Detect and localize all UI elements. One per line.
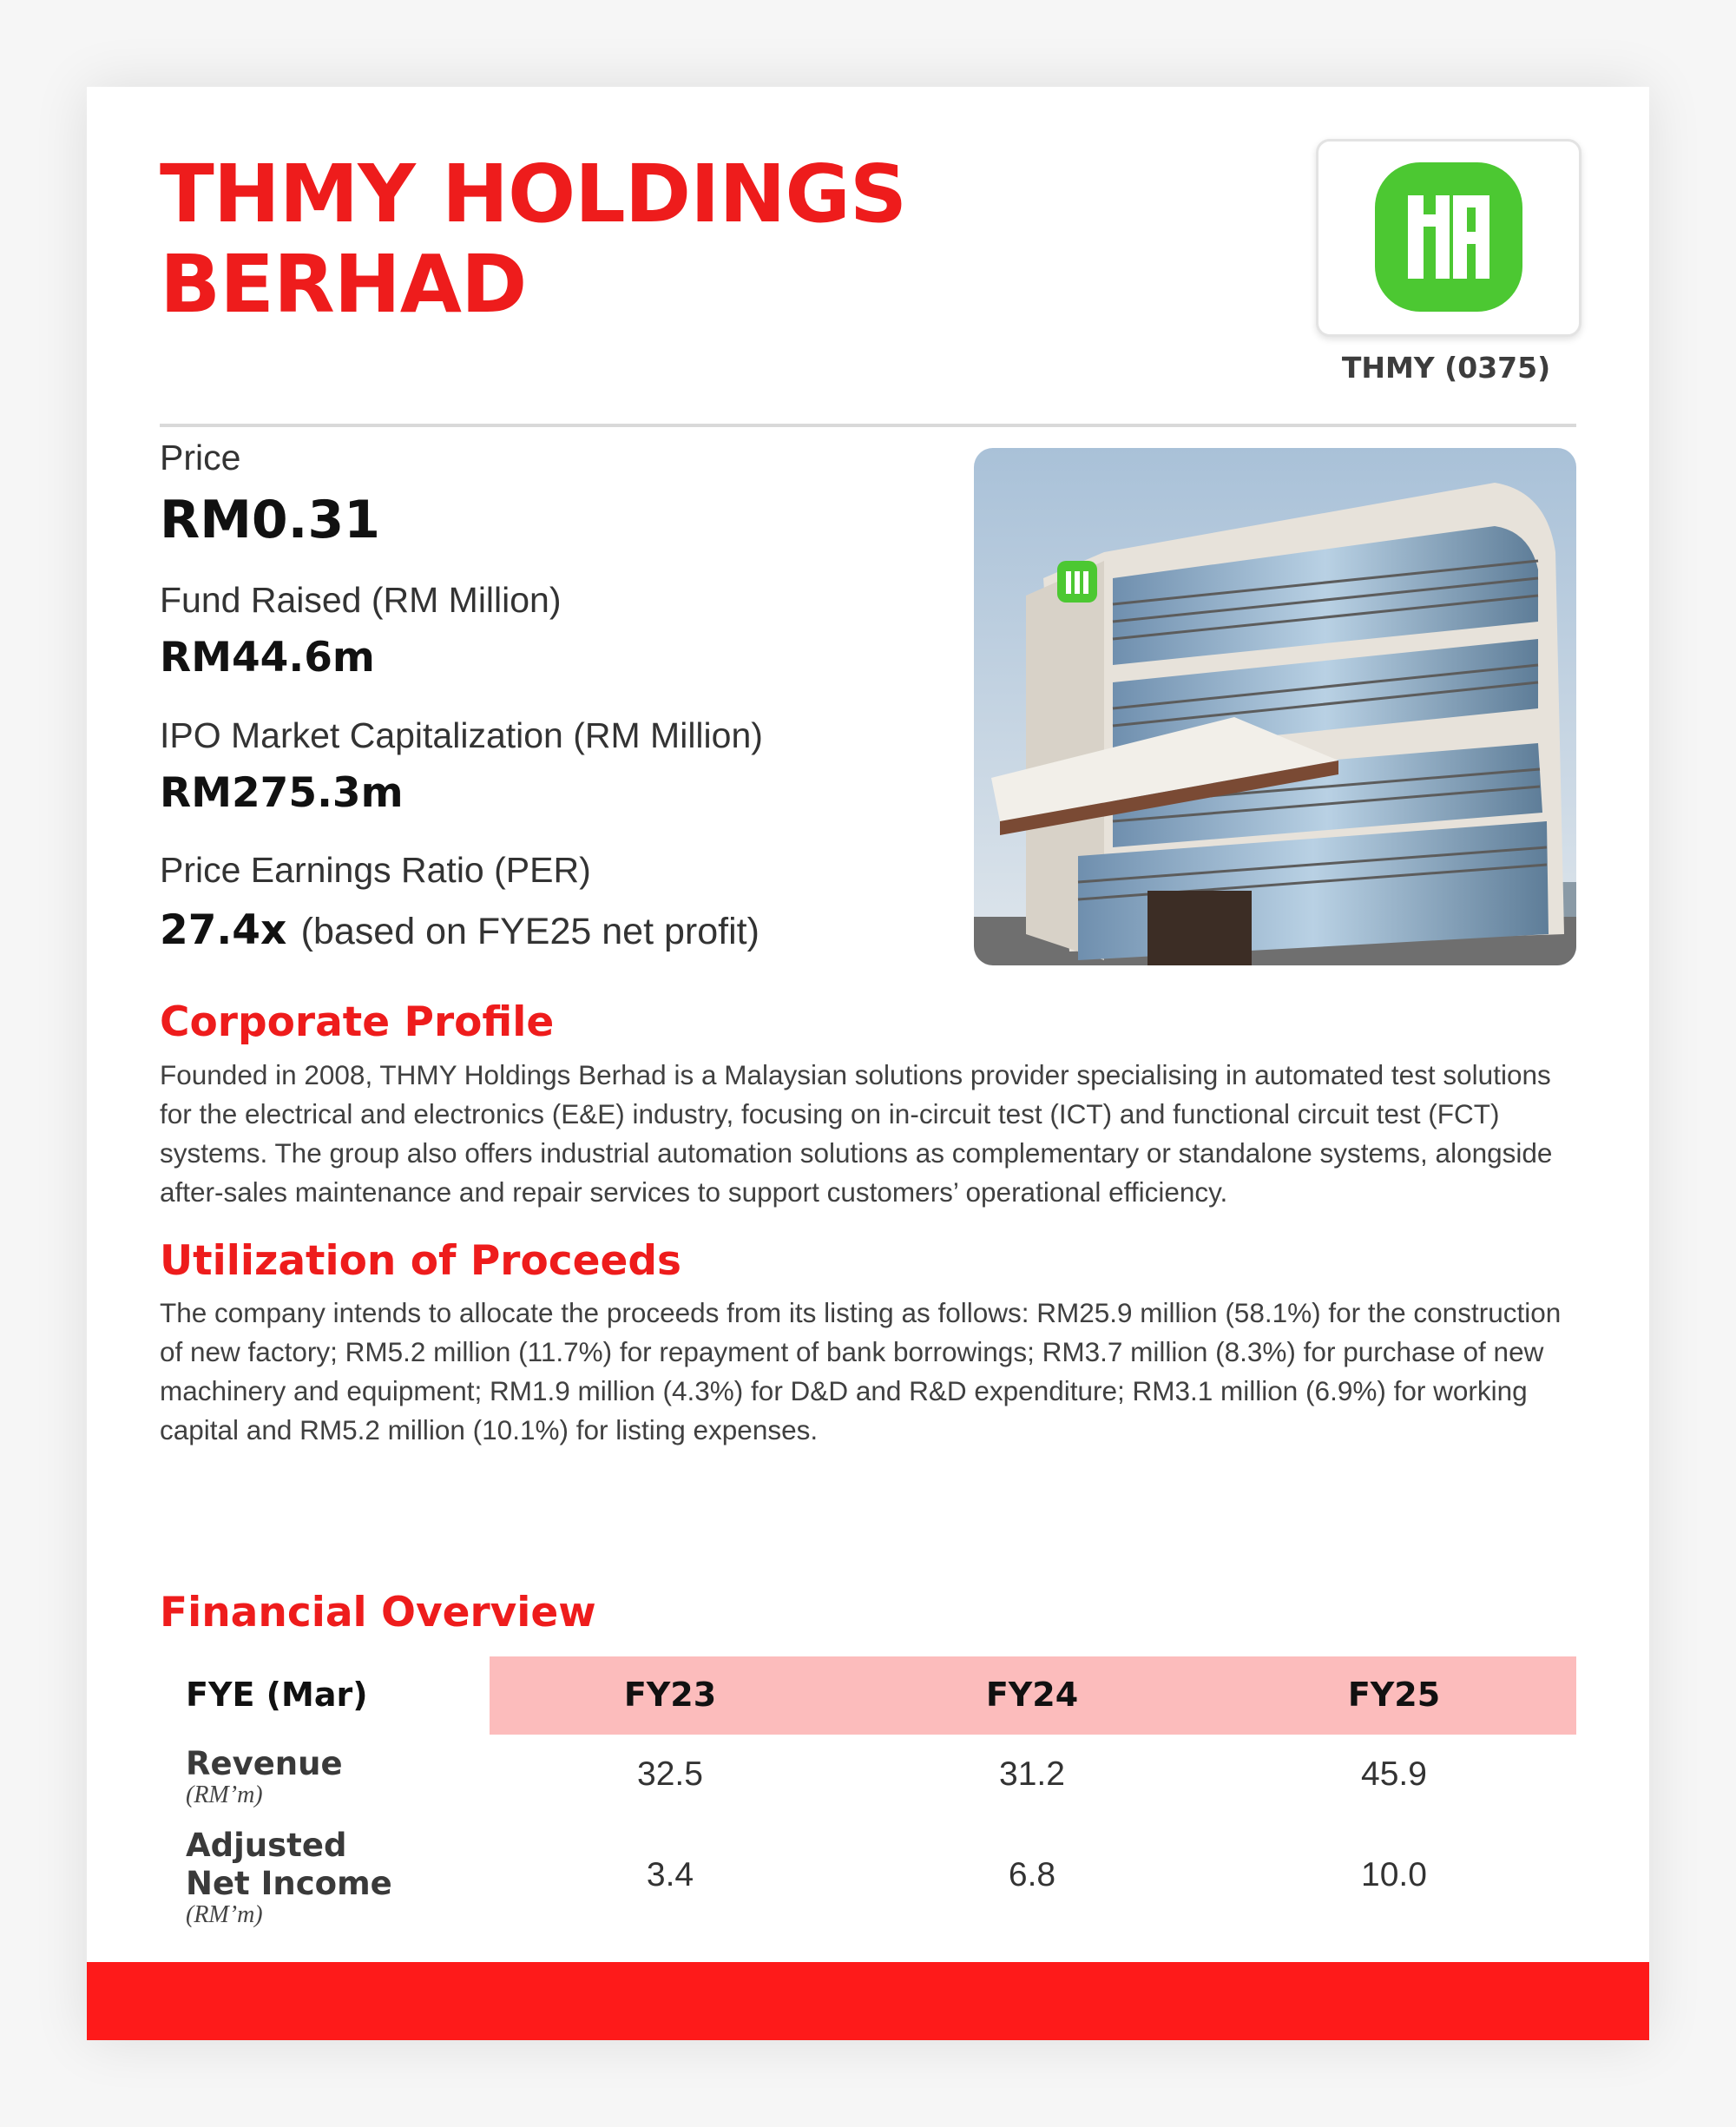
company-title-line1: THMY HOLDINGS [160, 148, 907, 240]
table-header-fy24: FY24 [985, 1676, 1079, 1714]
per-value-line [160, 906, 760, 954]
headquarters-photo [974, 448, 1576, 965]
table-header-fy23: FY23 [623, 1676, 717, 1714]
company-logo-box [1316, 139, 1581, 337]
net-income-unit: (RM’m) [186, 1901, 263, 1928]
table-cell: 32.5 [637, 1755, 703, 1793]
ticker-code: THMY (0375) [1341, 351, 1551, 385]
per-label: Price Earnings Ratio (PER) [160, 850, 591, 890]
fact-sheet-card [87, 87, 1649, 2040]
price-label: Price [160, 438, 241, 477]
header-divider [160, 424, 1576, 427]
footer-bar [87, 1962, 1649, 2040]
price-value: RM0.31 [160, 490, 380, 550]
market-cap-label: IPO Market Capitalization (RM Million) [160, 715, 763, 755]
net-income-label-line1: Adjusted [186, 1827, 347, 1864]
fund-raised-value: RM44.6m [160, 634, 375, 682]
per-note: (based on FYE25 net profit) [300, 911, 760, 952]
headquarters-building-image [974, 448, 1576, 965]
fund-raised-label: Fund Raised (RM Million) [160, 580, 562, 620]
table-col-label: FYE (Mar) [186, 1676, 368, 1714]
net-income-label-line2: Net Income [186, 1865, 392, 1902]
revenue-label: Revenue [186, 1745, 343, 1782]
market-cap-value: RM275.3m [160, 769, 404, 817]
table-header-fy25: FY25 [1347, 1676, 1441, 1714]
corporate-profile-text: Founded in 2008, THMY Holdings Berhad is a Malaysian solutions provider specialising in automated test solutions for the electrical and electronics (E&E) industry, focusing on in-circuit test (ICT) and functional circuit test (FCT) systems. The group also offers industrial automation solutions as complementary or standalone systems, alongside after-sales maintenance and repair services to support customers’ operational efficiency. [160, 1059, 1553, 1208]
table-cell: 45.9 [1361, 1755, 1427, 1793]
financial-overview-heading: Financial Overview [160, 1589, 596, 1636]
table-cell: 10.0 [1361, 1856, 1427, 1893]
revenue-unit: (RM’m) [186, 1781, 263, 1808]
table-cell: 3.4 [646, 1856, 694, 1893]
company-logo-icon [1375, 162, 1522, 312]
company-title-line2: BERHAD [160, 238, 527, 331]
utilization-text: The company intends to allocate the proceeds from its listing as follows: RM25.9 million (58.1%) for the construction of new factory; RM5.2 million (11.7%) for repayment of bank borrowings; RM3.7 million (8.3%) for purchase of new machinery and equipment; RM1.9 million (4.3%) for D&D and R&D expenditure; RM3.1 million (6.9%) for working capital and RM5.2 million (10.1%) for listing expenses. [160, 1297, 1562, 1445]
corporate-profile-heading: Corporate Profile [160, 998, 555, 1046]
table-cell: 6.8 [1008, 1856, 1056, 1893]
utilization-heading: Utilization of Proceeds [160, 1237, 681, 1285]
company-title [160, 149, 906, 330]
table-cell: 31.2 [999, 1755, 1065, 1793]
per-value: 27.4x [160, 906, 287, 954]
